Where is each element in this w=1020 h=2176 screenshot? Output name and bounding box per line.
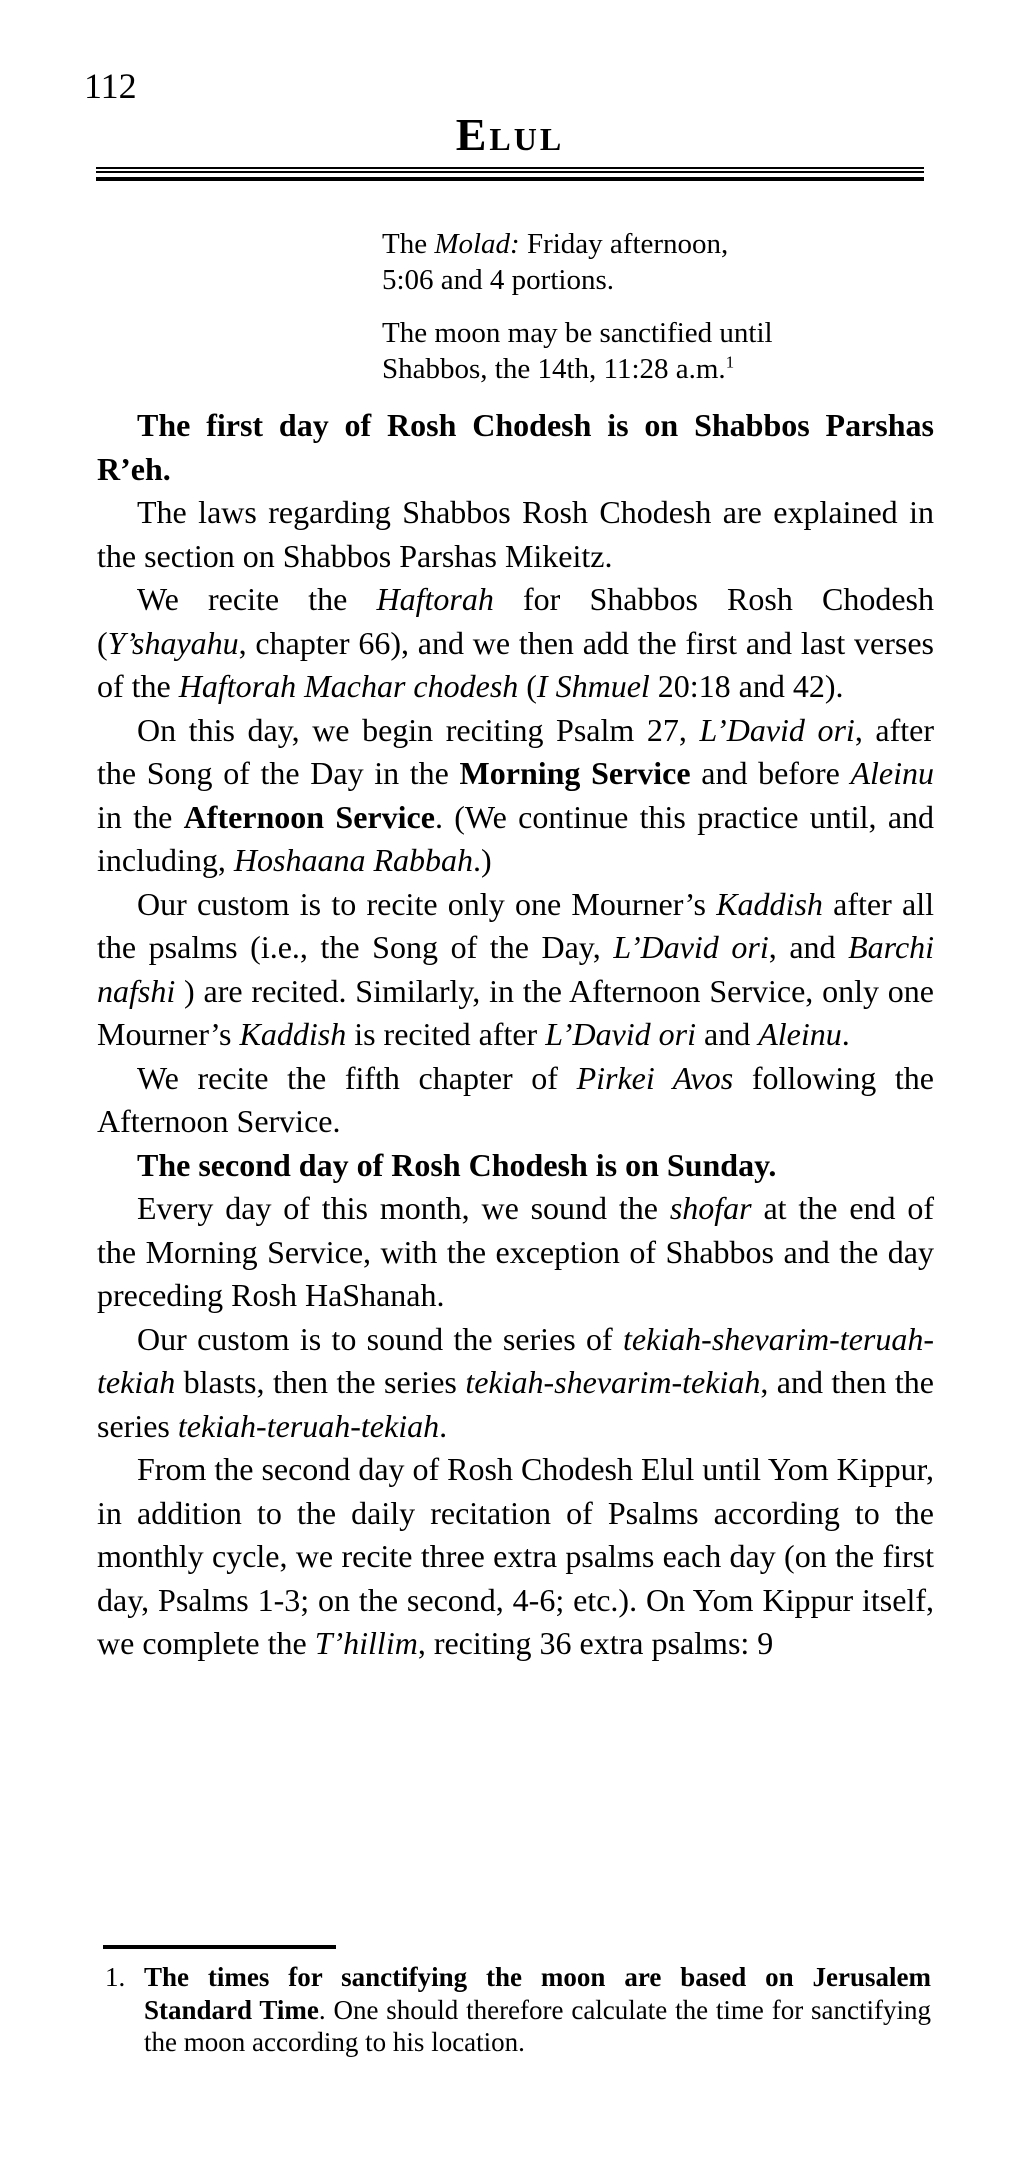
text-segment: Haftorah — [376, 581, 494, 617]
text-segment: after all the psalms (i.e., the Song of the Day, — [97, 885, 935, 965]
text-segment: T’hillim — [314, 1625, 418, 1661]
moon-sanctification-note — [382, 315, 942, 387]
text-segment: for Shabbos Rosh Chodesh ( — [97, 581, 935, 661]
text-segment: The times for sanctifying the moon are based on Jerusalem Standard Time — [144, 1962, 931, 2025]
body-paragraph — [97, 1187, 934, 1318]
text-segment: 1 — [725, 352, 735, 372]
body-paragraph — [97, 1448, 934, 1666]
text-segment: , chapter 66), and we then add the first and last verses of the — [97, 624, 934, 704]
text-segment: tekiah-teruah-tekiah — [177, 1407, 440, 1444]
body-paragraph — [97, 578, 934, 709]
footnote-number: 1. — [105, 1962, 126, 1992]
text-segment: . One should therefore calculate the time for sanctifying the moon according to his location. — [144, 1994, 931, 2057]
text-segment: On this day, we begin reciting Psalm 27, — [137, 711, 700, 748]
text-segment: The first day of Rosh Chodesh is on Shabbos Parshas R’eh. — [97, 407, 934, 487]
text-segment: Kaddish — [716, 885, 823, 922]
body-paragraph — [97, 1318, 934, 1449]
text-segment: Hoshaana Rabbah — [233, 842, 473, 878]
body-paragraph-heading — [97, 1144, 934, 1188]
text-segment: Every day of this month, we sound the — [137, 1190, 670, 1226]
footnote — [103, 1961, 931, 2059]
text-segment: blasts, then the series — [175, 1364, 466, 1400]
text-segment: L’David ori — [545, 1016, 696, 1052]
text-segment: at the end of the Morning Service, with the exception of Shabbos and the day preceding Rosh HaShanah. — [97, 1190, 935, 1313]
text-segment: in the — [97, 798, 184, 835]
page-number: 112 — [84, 66, 137, 106]
text-segment: 20:18 and 42). — [649, 668, 844, 704]
text-segment: Barchi nafshi — [97, 929, 935, 1009]
rule-line — [96, 167, 924, 169]
main-text — [97, 404, 934, 1666]
text-segment: Our custom is to sound the series of — [137, 1320, 623, 1357]
molad-time-note — [382, 226, 942, 298]
body-paragraph-heading — [97, 404, 934, 491]
body-paragraph — [97, 1057, 934, 1144]
rule-line — [96, 177, 924, 181]
text-segment: Molad: — [434, 228, 520, 260]
text-segment: . — [439, 1407, 448, 1444]
text-segment: ) are recited. Similarly, in the Afternoon Service, only one Mourner’s — [97, 972, 934, 1052]
text-segment: ( — [518, 668, 537, 704]
text-segment: . — [841, 1016, 850, 1052]
text-segment: Aleinu — [850, 755, 934, 791]
text-segment: L’David ori — [699, 711, 855, 748]
text-segment: The second day of Rosh Chodesh is on Sunday. — [137, 1146, 777, 1183]
body-paragraph — [97, 709, 934, 883]
text-segment: Shabbos, the 14th, 11:28 a.m. — [382, 353, 726, 385]
text-segment: .) — [472, 842, 492, 878]
text-segment: I Shmuel — [536, 668, 650, 704]
text-segment: Aleinu — [758, 1016, 842, 1052]
text-segment: , after the Song of the Day in the — [97, 711, 935, 791]
molad-block — [382, 226, 942, 387]
footnote-text — [144, 1961, 931, 2059]
text-segment: and — [696, 1016, 759, 1052]
text-segment: , reciting 36 extra psalms: 9 — [417, 1625, 774, 1661]
rule-line — [96, 171, 924, 173]
text-segment: tekiah-shevarim-tekiah — [465, 1364, 761, 1400]
text-segment: shofar — [669, 1190, 752, 1226]
text-segment: Kaddish — [239, 1016, 347, 1052]
body-paragraph — [97, 883, 934, 1057]
text-segment: and before — [690, 755, 851, 791]
text-segment: L’David ori — [613, 929, 769, 965]
text-segment: tekiah-shevarim-teruah-tekiah — [97, 1320, 934, 1400]
text-segment: , and — [768, 929, 849, 965]
text-segment: Haftorah Machar chodesh — [178, 668, 519, 704]
text-segment: We recite the — [137, 581, 377, 617]
text-segment: 5:06 and 4 portions. — [382, 264, 614, 296]
text-segment: Morning Service — [459, 755, 691, 791]
text-segment: Friday afternoon, — [519, 228, 729, 260]
text-segment: Afternoon Service — [183, 798, 435, 835]
body-paragraph — [97, 491, 934, 578]
text-segment: Y’shayahu — [107, 624, 239, 661]
chapter-rule — [96, 167, 924, 181]
text-segment: The — [382, 228, 435, 260]
text-segment: The laws regarding Shabbos Rosh Chodesh are explained in the section on Shabbos Parshas Mikeitz. — [97, 494, 934, 574]
text-segment: Pirkei Avos — [576, 1059, 734, 1096]
chapter-title: Elul — [455, 109, 565, 160]
text-segment: From the second day of Rosh Chodesh Elul until Yom Kippur, in addition to the daily recitation of Psalms according to the monthly cycle, we recite three extra psalms each day (on the first day, Psalms 1-3; on the second, 4-6; etc.). On Yom Kippur itself, we complete the — [97, 1451, 934, 1661]
text-segment: , and then the series — [97, 1364, 935, 1444]
text-segment: following the Afternoon Service. — [97, 1059, 935, 1139]
text-segment: is recited after — [346, 1016, 546, 1052]
text-segment: The moon may be sanctified until — [382, 317, 773, 349]
text-segment: We recite the fifth chapter of — [137, 1059, 577, 1096]
footnote-separator — [103, 1945, 336, 1949]
text-segment: . (We continue this practice until, and including, — [97, 798, 935, 878]
text-segment: Our custom is to recite only one Mourner’s — [137, 885, 717, 922]
